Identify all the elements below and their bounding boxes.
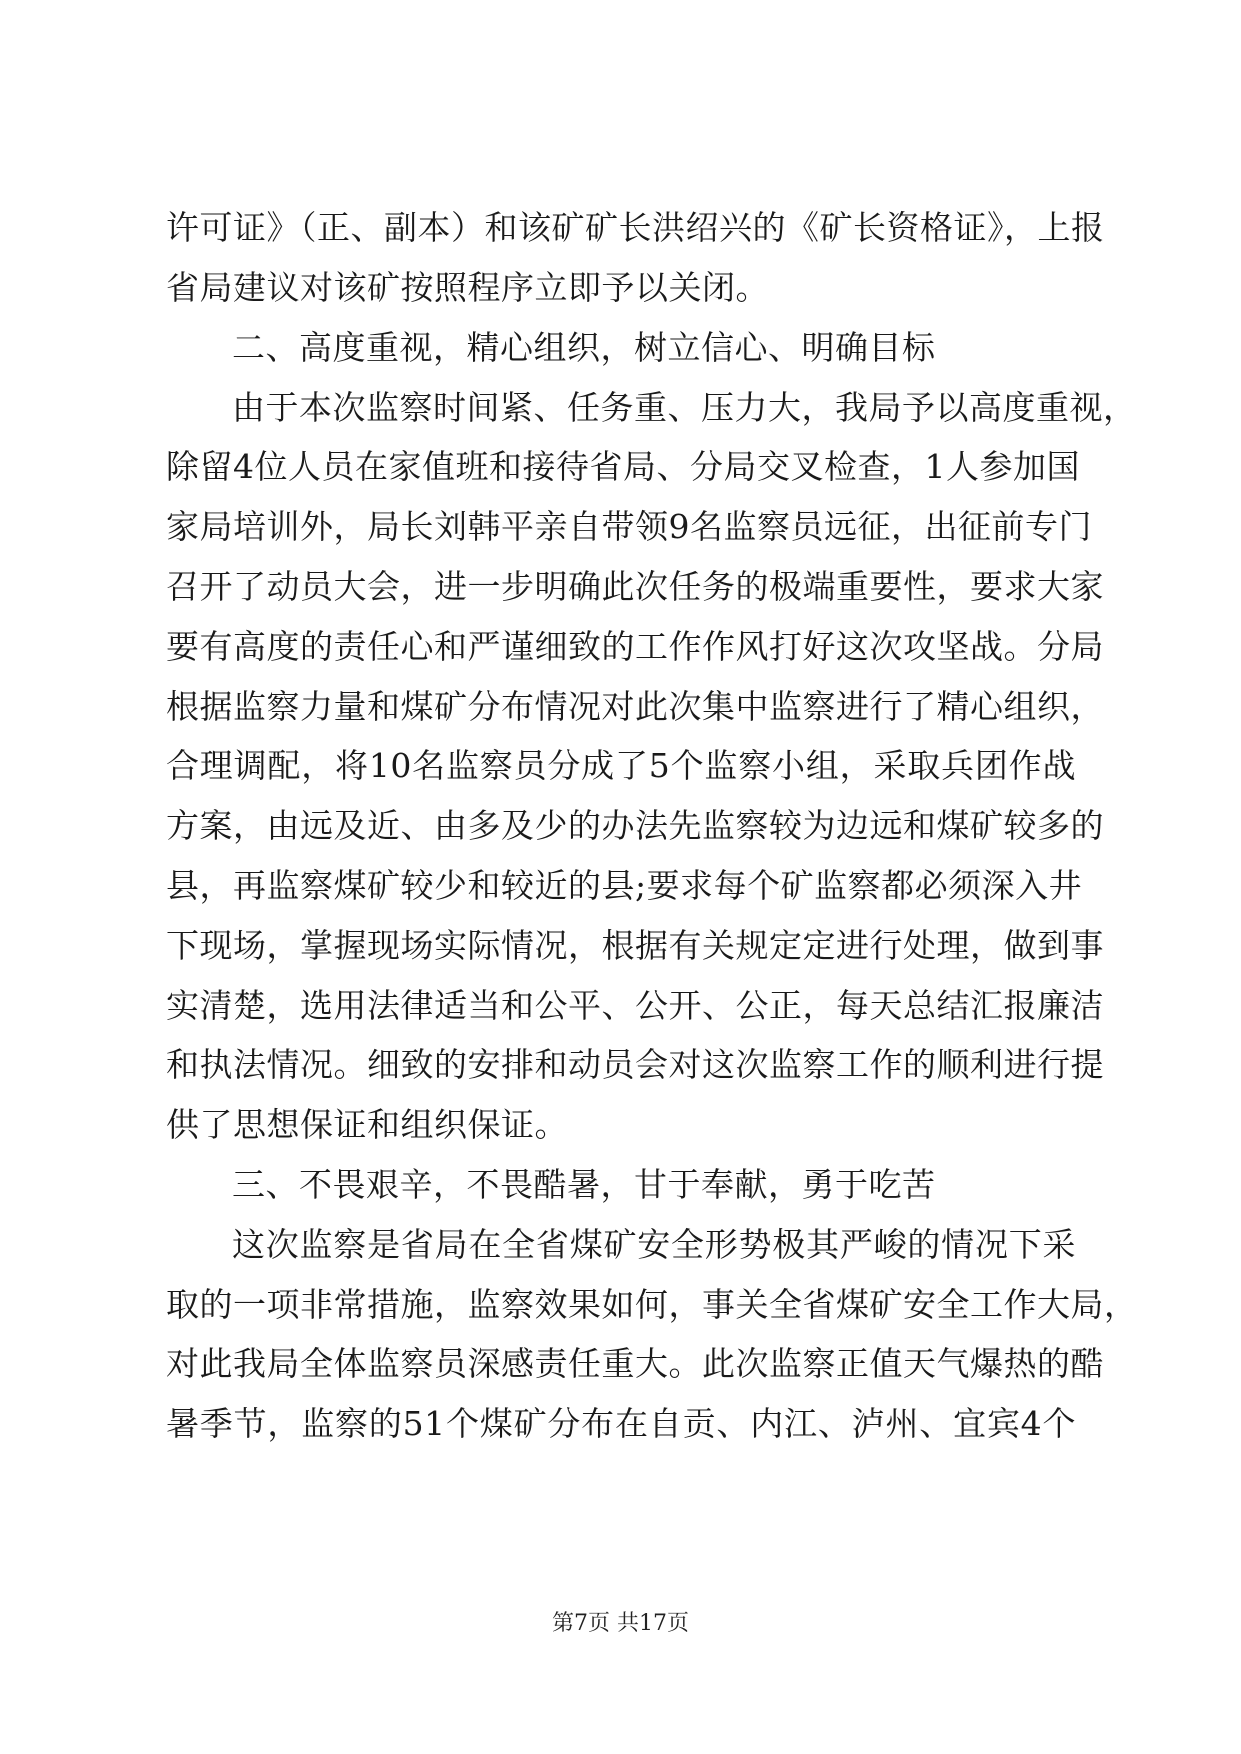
text-line-9: 根据监察力量和煤矿分布情况对此次集中监察进行了精心组织， — [166, 687, 1104, 726]
text-line-4: 由于本次监察时间紧、任务重、压力大，我局予以高度重视， — [232, 388, 1137, 427]
text-line-21: 暑季节，监察的51个煤矿分布在自贡、内江、泸州、宜宾4个 — [166, 1404, 1076, 1443]
page-number-footer: 第7页 共17页 — [552, 1611, 689, 1636]
text-line-8: 要有高度的责任心和严谨细致的工作作风打好这次攻坚战。分局 — [166, 627, 1104, 666]
text-line-18: 这次监察是省局在全省煤矿安全形势极其严峻的情况下采 — [232, 1225, 1076, 1264]
text-line-6: 家局培训外，局长刘韩平亲自带领9名监察员远征，出征前专门 — [166, 507, 1092, 546]
text-line-19: 取的一项非常措施，监察效果如何，事关全省煤矿安全工作大局， — [166, 1285, 1138, 1324]
text-line-20: 对此我局全体监察员深感责任重大。此次监察正值天气爆热的酷 — [166, 1344, 1104, 1383]
text-line-1: 许可证》（正、副本）和该矿矿长洪绍兴的《矿长资格证》，上报 — [166, 208, 1105, 247]
text-line-11: 方案，由远及近、由多及少的办法先监察较为边远和煤矿较多的 — [166, 806, 1104, 845]
text-line-16: 供了思想保证和组织保证。 — [166, 1105, 568, 1144]
text-line-2: 省局建议对该矿按照程序立即予以关闭。 — [166, 268, 769, 307]
text-line-15: 和执法情况。细致的安排和动员会对这次监察工作的顺利进行提 — [166, 1045, 1104, 1084]
text-line-14: 实清楚，选用法律适当和公平、公开、公正，每天总结汇报廉洁 — [166, 986, 1104, 1025]
section-heading-3: 三、不畏艰辛，不畏酷暑，甘于奉献，勇于吃苦 — [232, 1165, 936, 1204]
text-line-7: 召开了动员大会，进一步明确此次任务的极端重要性，要求大家 — [166, 567, 1104, 606]
text-line-13: 下现场，掌握现场实际情况，根据有关规定定进行处理，做到事 — [166, 926, 1104, 965]
text-line-5: 除留4位人员在家值班和接待省局、分局交叉检查，1人参加国 — [166, 447, 1080, 486]
section-heading-2: 二、高度重视，精心组织，树立信心、明确目标 — [232, 328, 936, 367]
text-line-10: 合理调配，将10名监察员分成了5个监察小组，采取兵团作战 — [166, 746, 1076, 785]
text-line-12: 县，再监察煤矿较少和较近的县;要求每个矿监察都必须深入井 — [166, 866, 1083, 905]
